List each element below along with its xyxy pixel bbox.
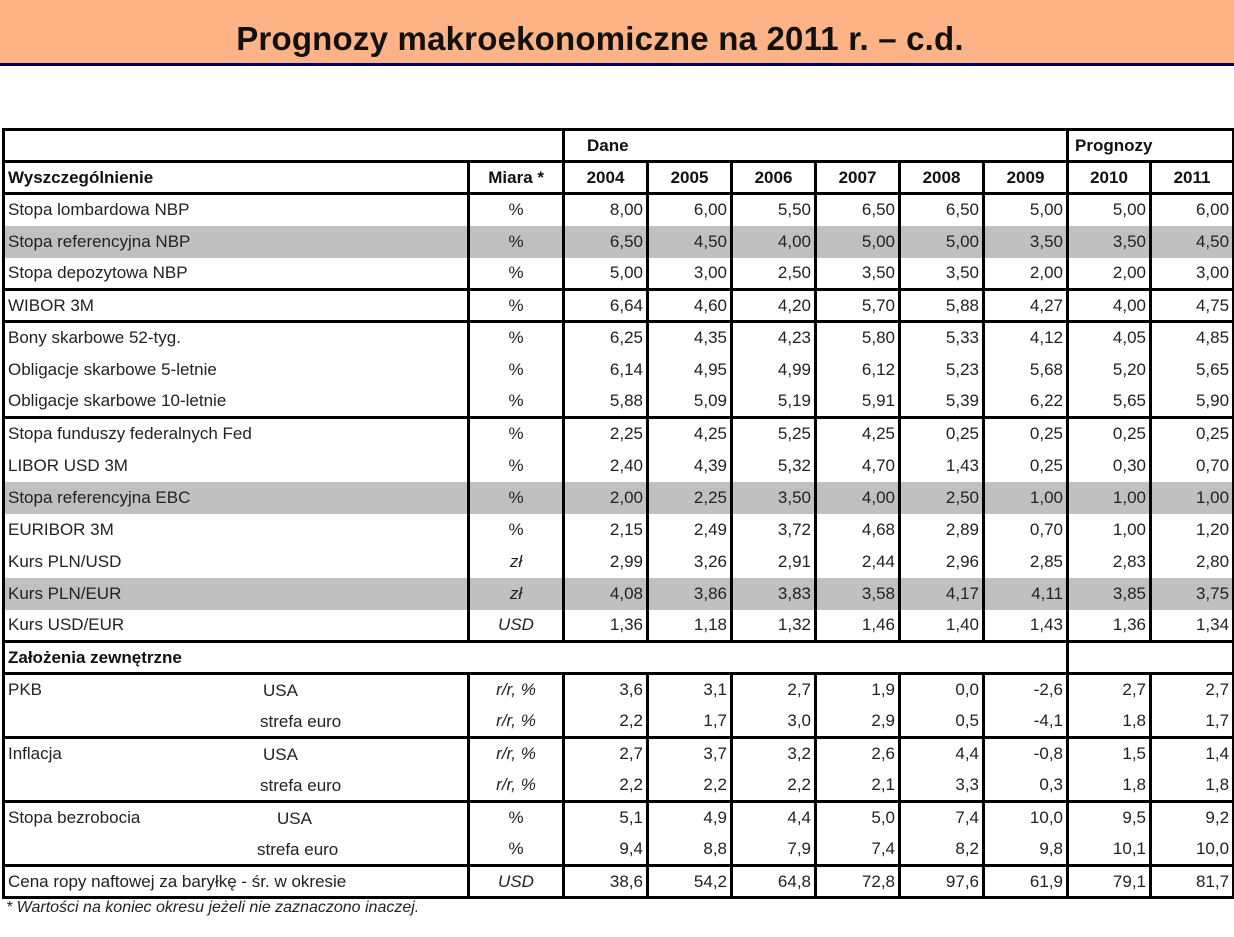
value-cell: 5,88 xyxy=(900,290,984,322)
value-cell: 6,64 xyxy=(564,290,648,322)
value-cell: 81,7 xyxy=(1151,866,1234,898)
value-cell: 2,99 xyxy=(564,546,648,578)
row-label: Bony skarbowe 52-tyg. xyxy=(4,322,469,354)
value-cell: 1,32 xyxy=(732,610,816,642)
row-unit: % xyxy=(469,226,564,258)
value-cell: 2,00 xyxy=(564,482,648,514)
row-unit: % xyxy=(469,802,564,834)
table-row xyxy=(4,418,1234,450)
value-cell: 4,60 xyxy=(648,290,732,322)
blank-header-cell xyxy=(4,130,564,162)
value-cell: 2,91 xyxy=(732,546,816,578)
row-label: Kurs PLN/USD xyxy=(8,551,122,571)
row-label: Inflacja xyxy=(8,744,62,764)
value-cell: 1,00 xyxy=(1068,482,1151,514)
value-cell: 7,4 xyxy=(816,834,900,866)
table-row xyxy=(4,802,1234,834)
value-cell: 1,7 xyxy=(648,706,732,738)
row-label-cell xyxy=(4,738,469,770)
value-cell: 3,86 xyxy=(648,578,732,610)
macro-forecast-table xyxy=(2,128,1234,899)
row-label: PKB xyxy=(8,680,43,700)
row-label-cell xyxy=(4,706,469,738)
value-cell: 4,20 xyxy=(732,290,816,322)
value-cell: 2,50 xyxy=(900,482,984,514)
value-cell: 0,25 xyxy=(984,450,1068,482)
value-cell: 4,25 xyxy=(816,418,900,450)
value-cell: 3,6 xyxy=(564,674,648,706)
table-row xyxy=(4,514,1234,546)
value-cell: 2,83 xyxy=(1068,546,1151,578)
row-label: Cena ropy naftowej za baryłkę - śr. w okresie xyxy=(8,871,347,891)
row-label: Kurs PLN/EUR xyxy=(4,578,469,610)
value-cell: 5,00 xyxy=(564,258,648,290)
value-cell: 5,39 xyxy=(900,386,984,418)
value-cell: 97,6 xyxy=(900,866,984,898)
row-label: Stopa funduszy federalnych Fed xyxy=(4,418,469,450)
value-cell: 5,33 xyxy=(900,322,984,354)
row-label: Stopa bezrobocia xyxy=(8,808,141,828)
table-row xyxy=(4,386,1234,418)
value-cell: 2,89 xyxy=(900,514,984,546)
value-cell: 2,00 xyxy=(1068,258,1151,290)
section-header-row xyxy=(4,642,1234,674)
row-unit: r/r, % xyxy=(469,706,564,738)
value-cell: 3,50 xyxy=(1068,226,1151,258)
value-cell: 2,7 xyxy=(1151,674,1234,706)
value-cell: 64,8 xyxy=(732,866,816,898)
value-cell: 2,00 xyxy=(984,258,1068,290)
value-cell: 5,25 xyxy=(732,418,816,450)
footnote: * Wartości na koniec okresu jeżeli nie zaznaczono inaczej. xyxy=(6,899,420,916)
group-header-row xyxy=(4,130,1234,162)
value-cell: 5,90 xyxy=(1151,386,1234,418)
value-cell: 5,50 xyxy=(732,194,816,226)
value-cell: 1,36 xyxy=(564,610,648,642)
value-cell: 8,00 xyxy=(564,194,648,226)
value-cell: 1,34 xyxy=(1151,610,1234,642)
value-cell: 1,5 xyxy=(1068,738,1151,770)
value-cell: 2,85 xyxy=(984,546,1068,578)
section-header-blank xyxy=(1068,642,1234,674)
value-cell: 3,26 xyxy=(648,546,732,578)
value-cell: 3,72 xyxy=(732,514,816,546)
value-cell: 6,50 xyxy=(900,194,984,226)
value-cell: 3,00 xyxy=(1151,258,1234,290)
row-region: strefa euro xyxy=(260,775,342,795)
table-row xyxy=(4,322,1234,354)
value-cell: 5,32 xyxy=(732,450,816,482)
value-cell: 5,00 xyxy=(816,226,900,258)
row-label: Stopa referencyjna EBC xyxy=(4,482,469,514)
value-cell: 0,3 xyxy=(984,770,1068,802)
value-cell: 5,88 xyxy=(564,386,648,418)
value-cell: 1,8 xyxy=(1068,770,1151,802)
table-row xyxy=(4,258,1234,290)
value-cell: 1,9 xyxy=(816,674,900,706)
value-cell: 6,12 xyxy=(816,354,900,386)
value-cell: 9,8 xyxy=(984,834,1068,866)
group-header-forecast: Prognozy xyxy=(1068,130,1234,162)
section-header-external: Założenia zewnętrzne xyxy=(4,642,1068,674)
value-cell: 10,1 xyxy=(1068,834,1151,866)
value-cell: 5,1 xyxy=(564,802,648,834)
value-cell: 3,3 xyxy=(900,770,984,802)
value-cell: 3,1 xyxy=(648,674,732,706)
row-unit: USD xyxy=(469,610,564,642)
value-cell: 4,85 xyxy=(1151,322,1234,354)
value-cell: 4,11 xyxy=(984,578,1068,610)
value-cell: 1,36 xyxy=(1068,610,1151,642)
value-cell: 4,05 xyxy=(1068,322,1151,354)
value-cell: 5,19 xyxy=(732,386,816,418)
value-cell: 5,80 xyxy=(816,322,900,354)
value-cell: 3,00 xyxy=(648,258,732,290)
value-cell: 9,4 xyxy=(564,834,648,866)
value-cell: 6,50 xyxy=(816,194,900,226)
table-row xyxy=(4,482,1234,514)
value-cell: 2,80 xyxy=(1151,546,1234,578)
group-header-data: Dane xyxy=(564,130,1068,162)
value-cell: 5,0 xyxy=(816,802,900,834)
row-region: strefa euro xyxy=(260,711,342,731)
value-cell: 2,49 xyxy=(648,514,732,546)
table-row xyxy=(4,578,1234,610)
value-cell: 1,43 xyxy=(984,610,1068,642)
value-cell: 3,0 xyxy=(732,706,816,738)
value-cell: 6,14 xyxy=(564,354,648,386)
value-cell: -2,6 xyxy=(984,674,1068,706)
value-cell: 79,1 xyxy=(1068,866,1151,898)
row-label: Stopa depozytowa NBP xyxy=(8,262,188,282)
row-region: USA xyxy=(263,681,298,700)
row-unit: % xyxy=(469,354,564,386)
value-cell: 1,00 xyxy=(984,482,1068,514)
value-cell: 2,25 xyxy=(648,482,732,514)
value-cell: 4,95 xyxy=(648,354,732,386)
value-cell: 4,50 xyxy=(648,226,732,258)
value-cell: 1,4 xyxy=(1151,738,1234,770)
row-label: WIBOR 3M xyxy=(4,290,469,322)
value-cell: 5,91 xyxy=(816,386,900,418)
row-label-cell xyxy=(4,834,469,866)
value-cell: 3,83 xyxy=(732,578,816,610)
value-cell: 72,8 xyxy=(816,866,900,898)
value-cell: 2,25 xyxy=(564,418,648,450)
value-cell: 4,99 xyxy=(732,354,816,386)
title-bar xyxy=(0,0,1234,66)
value-cell: 1,18 xyxy=(648,610,732,642)
table-row xyxy=(4,610,1234,642)
value-cell: 3,85 xyxy=(1068,578,1151,610)
value-cell: 5,68 xyxy=(984,354,1068,386)
value-cell: 3,2 xyxy=(732,738,816,770)
value-cell: 2,1 xyxy=(816,770,900,802)
row-unit: % xyxy=(469,450,564,482)
row-unit: % xyxy=(469,322,564,354)
value-cell: 4,4 xyxy=(732,802,816,834)
value-cell: 4,27 xyxy=(984,290,1068,322)
table-row xyxy=(4,834,1234,866)
value-cell: 1,8 xyxy=(1151,770,1234,802)
col-header-year: 2011 xyxy=(1151,162,1234,194)
value-cell: 4,00 xyxy=(1068,290,1151,322)
table-row xyxy=(4,194,1234,226)
value-cell: 5,00 xyxy=(984,194,1068,226)
value-cell: 2,7 xyxy=(732,674,816,706)
value-cell: 0,70 xyxy=(1151,450,1234,482)
row-unit: zł xyxy=(469,578,564,610)
column-header-row xyxy=(4,162,1234,194)
col-header-year: 2009 xyxy=(984,162,1068,194)
row-region: USA xyxy=(263,745,298,764)
table-row xyxy=(4,706,1234,738)
col-header-year: 2004 xyxy=(564,162,648,194)
row-label-cell xyxy=(4,802,469,834)
value-cell: 8,2 xyxy=(900,834,984,866)
value-cell: 5,65 xyxy=(1151,354,1234,386)
row-unit: USD xyxy=(469,866,564,898)
row-label: Obligacje skarbowe 5-letnie xyxy=(8,359,217,379)
value-cell: 0,30 xyxy=(1068,450,1151,482)
value-cell: 5,00 xyxy=(900,226,984,258)
row-label: EURIBOR 3M xyxy=(8,519,114,539)
value-cell: 4,35 xyxy=(648,322,732,354)
value-cell: 2,7 xyxy=(564,738,648,770)
value-cell: -0,8 xyxy=(984,738,1068,770)
table-row xyxy=(4,738,1234,770)
value-cell: 10,0 xyxy=(984,802,1068,834)
value-cell: 6,00 xyxy=(1151,194,1234,226)
row-unit: % xyxy=(469,386,564,418)
row-region: strefa euro xyxy=(257,839,339,859)
value-cell: 38,6 xyxy=(564,866,648,898)
row-unit: % xyxy=(469,418,564,450)
value-cell: 3,58 xyxy=(816,578,900,610)
value-cell: 1,46 xyxy=(816,610,900,642)
value-cell: 1,20 xyxy=(1151,514,1234,546)
value-cell: 3,50 xyxy=(984,226,1068,258)
value-cell: 6,22 xyxy=(984,386,1068,418)
value-cell: 4,08 xyxy=(564,578,648,610)
value-cell: 4,75 xyxy=(1151,290,1234,322)
value-cell: 1,00 xyxy=(1068,514,1151,546)
value-cell: 0,25 xyxy=(1151,418,1234,450)
col-header-year: 2005 xyxy=(648,162,732,194)
value-cell: 2,7 xyxy=(1068,674,1151,706)
value-cell: 4,68 xyxy=(816,514,900,546)
value-cell: 7,4 xyxy=(900,802,984,834)
value-cell: 3,50 xyxy=(816,258,900,290)
value-cell: 1,8 xyxy=(1068,706,1151,738)
row-unit: % xyxy=(469,194,564,226)
value-cell: 10,0 xyxy=(1151,834,1234,866)
value-cell: 4,9 xyxy=(648,802,732,834)
value-cell: 54,2 xyxy=(648,866,732,898)
table-row xyxy=(4,546,1234,578)
row-label: Kurs USD/EUR xyxy=(8,614,125,634)
value-cell: 4,39 xyxy=(648,450,732,482)
row-unit: % xyxy=(469,514,564,546)
value-cell: 2,96 xyxy=(900,546,984,578)
value-cell: 4,50 xyxy=(1151,226,1234,258)
value-cell: 4,4 xyxy=(900,738,984,770)
value-cell: 5,00 xyxy=(1068,194,1151,226)
value-cell: 0,5 xyxy=(900,706,984,738)
value-cell: 8,8 xyxy=(648,834,732,866)
table-row xyxy=(4,674,1234,706)
page-title: Prognozy makroekonomiczne na 2011 r. – c.d. xyxy=(236,20,964,57)
value-cell: 4,25 xyxy=(648,418,732,450)
value-cell: 7,9 xyxy=(732,834,816,866)
value-cell: 4,00 xyxy=(732,226,816,258)
value-cell: 2,44 xyxy=(816,546,900,578)
row-label: Stopa lombardowa NBP xyxy=(4,194,469,226)
row-unit: r/r, % xyxy=(469,770,564,802)
row-unit: r/r, % xyxy=(469,674,564,706)
value-cell: 5,23 xyxy=(900,354,984,386)
value-cell: 2,2 xyxy=(564,706,648,738)
value-cell: 5,70 xyxy=(816,290,900,322)
row-label-cell xyxy=(4,770,469,802)
value-cell: 5,20 xyxy=(1068,354,1151,386)
value-cell: 3,75 xyxy=(1151,578,1234,610)
table-row xyxy=(4,866,1234,898)
row-unit: % xyxy=(469,482,564,514)
table-row xyxy=(4,354,1234,386)
value-cell: 2,9 xyxy=(816,706,900,738)
value-cell: 9,5 xyxy=(1068,802,1151,834)
col-header-year: 2008 xyxy=(900,162,984,194)
row-unit: zł xyxy=(469,546,564,578)
col-header-year: 2007 xyxy=(816,162,900,194)
value-cell: 1,7 xyxy=(1151,706,1234,738)
row-unit: % xyxy=(469,290,564,322)
value-cell: 4,17 xyxy=(900,578,984,610)
value-cell: 6,25 xyxy=(564,322,648,354)
value-cell: 4,12 xyxy=(984,322,1068,354)
table-row xyxy=(4,226,1234,258)
value-cell: 6,50 xyxy=(564,226,648,258)
value-cell: 2,50 xyxy=(732,258,816,290)
value-cell: 2,15 xyxy=(564,514,648,546)
value-cell: 5,65 xyxy=(1068,386,1151,418)
value-cell: 9,2 xyxy=(1151,802,1234,834)
col-header-unit: Miara * xyxy=(469,162,564,194)
value-cell: 3,7 xyxy=(648,738,732,770)
value-cell: 3,50 xyxy=(732,482,816,514)
value-cell: 61,9 xyxy=(984,866,1068,898)
value-cell: 0,25 xyxy=(984,418,1068,450)
col-header-label: Wyszczególnienie xyxy=(4,162,469,194)
row-label-cell xyxy=(4,674,469,706)
value-cell: 2,40 xyxy=(564,450,648,482)
value-cell: 0,0 xyxy=(900,674,984,706)
value-cell: 3,50 xyxy=(900,258,984,290)
col-header-year: 2006 xyxy=(732,162,816,194)
value-cell: 4,00 xyxy=(816,482,900,514)
row-label: Stopa referencyjna NBP xyxy=(4,226,469,258)
row-unit: % xyxy=(469,258,564,290)
value-cell: 2,6 xyxy=(816,738,900,770)
row-label: Obligacje skarbowe 10-letnie xyxy=(8,390,227,410)
table-row xyxy=(4,290,1234,322)
value-cell: 1,43 xyxy=(900,450,984,482)
value-cell: 0,25 xyxy=(900,418,984,450)
value-cell: 5,09 xyxy=(648,386,732,418)
value-cell: 4,23 xyxy=(732,322,816,354)
value-cell: 1,40 xyxy=(900,610,984,642)
col-header-year: 2010 xyxy=(1068,162,1151,194)
row-unit: % xyxy=(469,834,564,866)
row-unit: r/r, % xyxy=(469,738,564,770)
value-cell: 6,00 xyxy=(648,194,732,226)
value-cell: 0,25 xyxy=(1068,418,1151,450)
value-cell: 2,2 xyxy=(732,770,816,802)
row-region: USA xyxy=(277,809,312,828)
value-cell: 4,70 xyxy=(816,450,900,482)
table-row xyxy=(4,770,1234,802)
value-cell: 2,2 xyxy=(564,770,648,802)
value-cell: 0,70 xyxy=(984,514,1068,546)
table-row xyxy=(4,450,1234,482)
row-label: LIBOR USD 3M xyxy=(8,455,128,475)
value-cell: 1,00 xyxy=(1151,482,1234,514)
value-cell: 2,2 xyxy=(648,770,732,802)
row-label-cell xyxy=(4,866,469,898)
value-cell: -4,1 xyxy=(984,706,1068,738)
